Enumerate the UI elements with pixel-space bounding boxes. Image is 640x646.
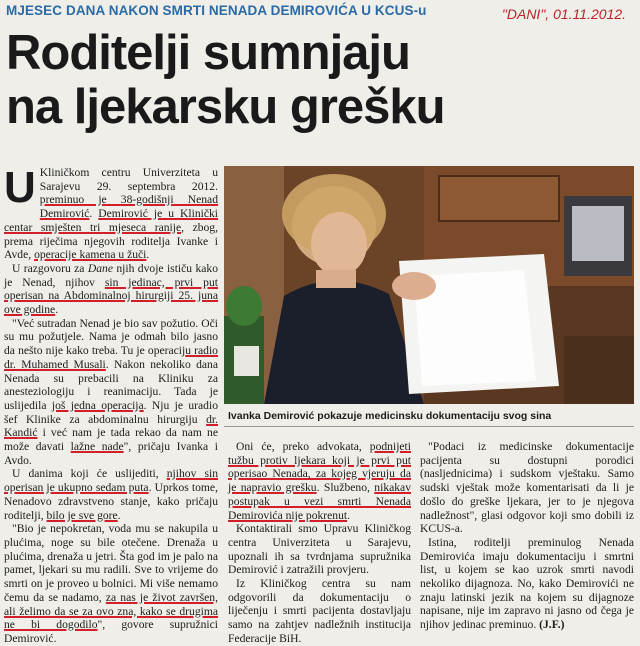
text-run: njih dvoje ističu kako je Nenad, njihov: [4, 261, 219, 289]
text-run: .: [347, 508, 351, 522]
text-run: Istina, roditelji preminulog Nenada Demirovića imaju dokumentaciju i smrtni list, u kojem se kao uzrok smrti navodi nekoliko dijagnoza. No, kako Demirovići ne znaju latinski jezik na kojem su dijagnoze napisane, nije im zapravo ni jasno od čega je njihov jedinac preminuo.: [420, 535, 634, 632]
underlined-text: bilo je sve gore: [46, 508, 118, 522]
paragraph-3: [4, 317, 218, 468]
underlined-text: Demirović je u Klinički centar smješten tri mjeseca ranije: [4, 207, 219, 234]
text-run: . Nakon nekoliko dana Nenada su prebacili na Kliniku za anesteziologiju i reanimaciju. Tada je uslijedila: [4, 357, 218, 412]
photo-illustration: [224, 166, 634, 404]
text-run: Oni će, preko advokata,: [236, 440, 370, 453]
article-column-1: [4, 163, 219, 646]
article-kicker: MJESEC DANA NAKON SMRTI NENADA DEMIROVIĆA U KCUS-u: [6, 3, 427, 18]
underlined-text: u radio dr. Muhamed Musali: [4, 344, 218, 371]
underlined-text: podnijeti tužbu protiv ljekara koji je prvi put operisao Nenada, za kojeg vjeruju da je napravio grešku: [228, 440, 411, 495]
article-column-2: [228, 440, 411, 646]
underlined-text: sin jedinac, prvi put operisan na Abdominalnoj hirurgiji 25. juna ove godine: [4, 275, 218, 317]
article-photo: [224, 166, 634, 404]
source-date: "DANI", 01.11.2012.: [501, 6, 626, 22]
photo-caption: Ivanka Demirović pokazuje medicinsku dokumentaciju svog sina: [228, 410, 552, 422]
publication-name: Dane: [87, 261, 113, 275]
underlined-text: operacije kamena u žuči: [34, 248, 147, 262]
underlined-text: dr. Kandić: [4, 412, 218, 440]
paragraph-4: [4, 467, 218, 522]
underlined-text: preminuo je 38-godišnji Nenad Demirović: [39, 193, 218, 221]
underlined-text: lažne nade: [70, 440, 124, 454]
text-run: U razgovoru za: [12, 261, 88, 275]
text-run: . Nju je uradio šef Klinike za abdominalnu hirurgiju: [4, 398, 218, 426]
text-run: . Službeno,: [316, 481, 375, 495]
text-run: .: [117, 508, 121, 522]
paragraph-9: "Podaci iz medicinske dokumentacije pacijenta su dostupni porodici (nasljednicima) i sudskom vještaku. Samo sudski vještak može komentarisati da li je došlo do greške ljekara, jer to je njegova nadležnost", glasi odgovor koji smo dobili iz KCUS-a.: [420, 440, 634, 536]
headline-line-2: na ljekarsku grešku: [6, 80, 445, 134]
text-run: "Bio je nepokretan, voda mu se nakupila u plućima, noge su bile otečene. Drenaža u plućima, drenaža u jetri. Šta god im je palo na pamet, ljekari su mu radili. Sve to vrijeme do smrti on je proveo u bolnici. Mi više nemamo čemu da se nadamo,: [4, 522, 218, 604]
drop-cap: U: [4, 163, 36, 212]
underlined-text: još jedna operacija: [51, 398, 144, 412]
paragraph-6: [228, 440, 411, 522]
text-run: . Uprkos tome, Nenadovo zdravstveno stanje, kako pričaju roditelji,: [4, 481, 218, 522]
underlined-text: za nas je život završen, ali želimo da se za ovo zna, kako se drugima ne bi dogodilo: [4, 590, 218, 632]
underlined-text: njihov sin operisan je ukupno sedam puta: [4, 467, 218, 495]
article-column-3: [420, 440, 634, 632]
headline: [6, 26, 636, 134]
caption-divider: [224, 426, 634, 427]
text-run: .: [146, 248, 150, 262]
paragraph-5: [4, 522, 218, 645]
text-run: i već nam je tada rekao da nam ne može davati: [4, 426, 218, 454]
text-run: .: [89, 207, 99, 221]
paragraph-10: [420, 536, 634, 632]
paragraph-7: Kontaktirali smo Upravu Kliničkog centra Univerziteta u Sarajevu, upoznali ih sa tvrdnjama supružnika Demirović i zatražili provjeru.: [228, 522, 411, 577]
text-run: "Već sutradan Nenad je bio sav požutio. Oči su mu požutjele. Nama je odmah bilo jasno da nešto nije kako treba. Tu je operacij: [4, 316, 218, 358]
text-run: ", pričaju Ivanka i Avdo.: [4, 440, 219, 467]
text-run: U danima koji će uslijediti,: [12, 467, 167, 481]
text-run: .: [55, 303, 59, 317]
underlined-text: nikakav postupak u vezi smrti Nenada Demirovića nije pokrenut: [228, 481, 411, 522]
paragraph-1: [4, 163, 219, 262]
text-run: , zbog, prema riječima njegovih roditelja Ivanke i Avde,: [4, 220, 219, 262]
text-run: Kliničkom centru Univerziteta u Sarajevu 29. septembra 2012.: [39, 166, 218, 193]
paragraph-8: Iz Kliničkog centra su nam odgovorili da dokumentaciju o liječenju i smrti pacijenta dostavljaju samo na zahtjev nadležnih institucija Federacije BiH.: [228, 577, 411, 645]
author-signature: (J.F.): [539, 618, 565, 632]
paragraph-2: [4, 262, 218, 317]
text-run: ", govore supružnici Demirović.: [4, 618, 218, 645]
headline-line-1: Roditelji sumnjaju: [6, 26, 410, 80]
